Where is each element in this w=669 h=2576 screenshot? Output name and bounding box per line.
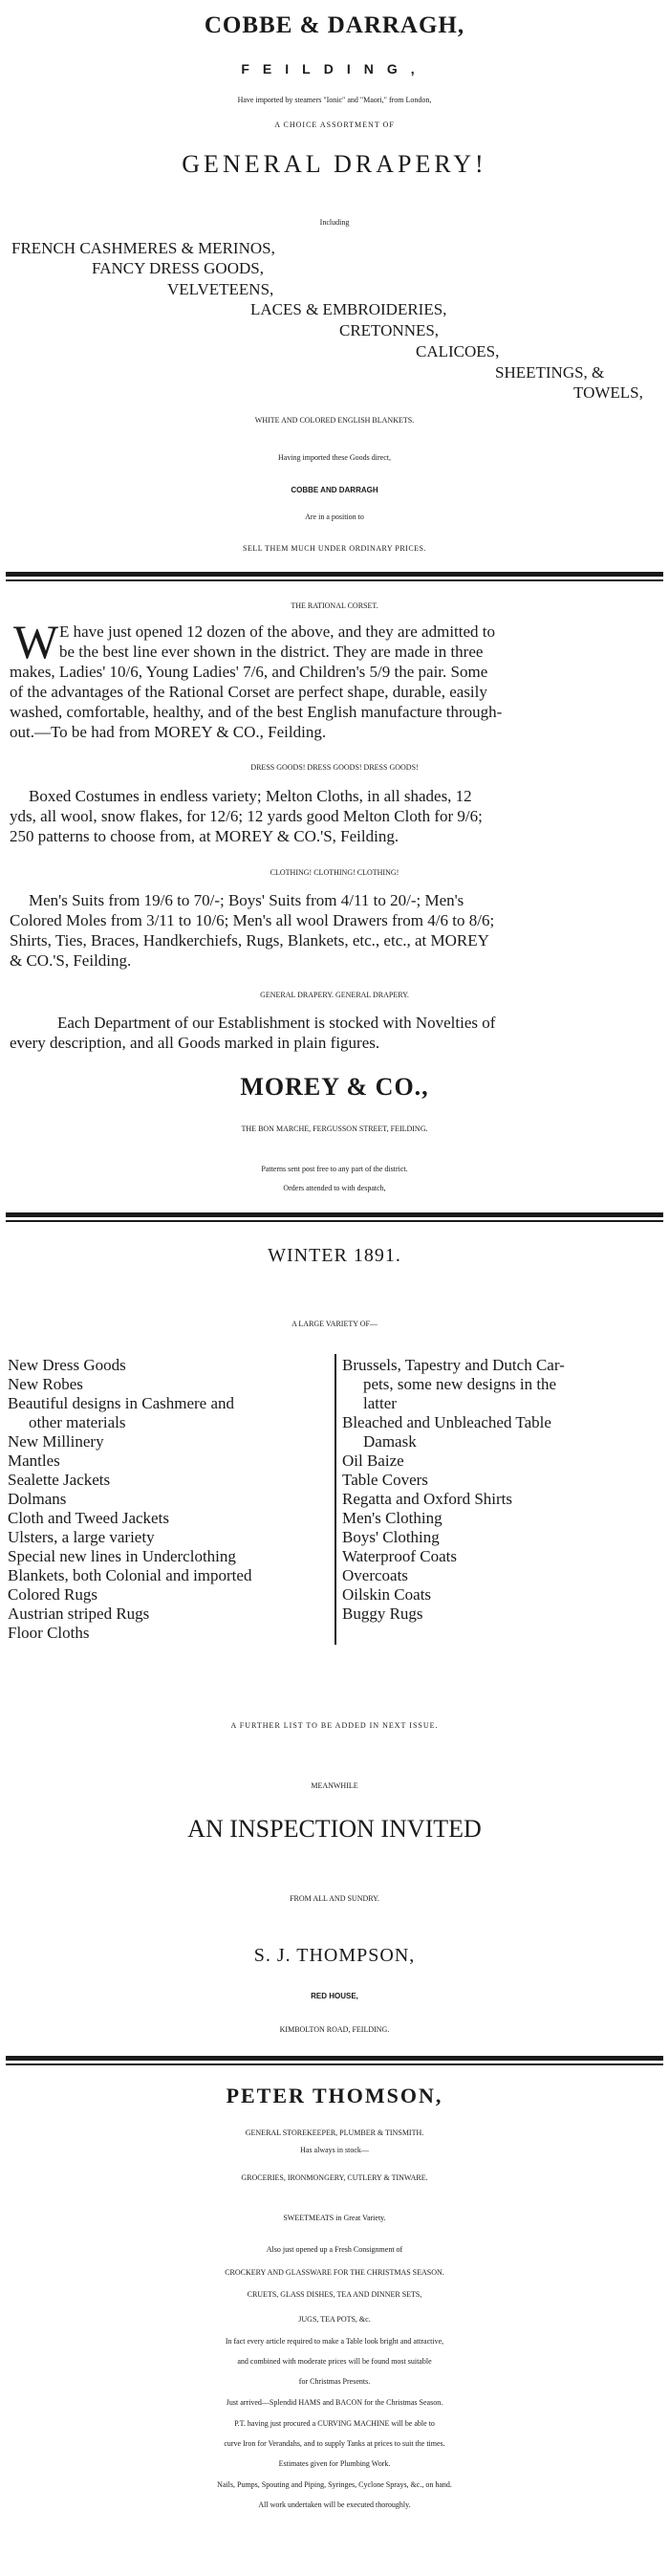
peter-name: PETER THOMSON, (226, 2084, 443, 2107)
cobbe-sell: SELL THEM MUCH UNDER ORDINARY PRICES. (243, 544, 426, 553)
peter-text: and combined with moderate prices will be found most suitable (237, 2357, 432, 2366)
list-item: Overcoats (342, 1566, 408, 1584)
clothing-text: Men's Suits from 19/6 to 70/-; Boys' Suits from 4/11 to 20/-; Men's (29, 891, 464, 909)
further-list: A FURTHER LIST TO BE ADDED IN NEXT ISSUE. (230, 1721, 439, 1730)
thompson-name: S. J. THOMPSON, (253, 1945, 416, 1966)
list-item: New Millinery (8, 1432, 104, 1451)
corset-text: makes, Ladies' 10/6, Young Ladies' 7/6, and Children's 5/9 the pair. Some (10, 663, 488, 681)
divider (6, 2056, 663, 2061)
red-house: RED HOUSE, (311, 1992, 358, 2000)
clothing-text: Colored Moles from 3/11 to 10/6; Men's all wool Drawers from 4/6 to 8/6; (10, 911, 495, 929)
variety-heading: A LARGE VARIETY OF— (291, 1320, 378, 1328)
divider (6, 572, 663, 577)
peter-cruets: CRUETS, GLASS DISHES, TEA AND DINNER SETS, (247, 2290, 422, 2299)
peter-stock: Has always in stock— (300, 2146, 369, 2154)
morey-name: MOREY & CO., (240, 1073, 429, 1101)
cobbe-position: Are in a position to (305, 513, 364, 521)
peter-groceries: GROCERIES, IRONMONGERY, CUTLERY & TINWARE. (241, 2173, 428, 2182)
cobbe-name-2: COBBE AND DARRAGH (291, 486, 378, 494)
list-item: Oilskin Coats (342, 1585, 432, 1604)
list-item: Sealette Jackets (8, 1471, 111, 1489)
cobbe-choice: A CHOICE ASSORTMENT OF (274, 120, 395, 129)
cobbe-name: COBBE & DARRAGH, (204, 12, 465, 38)
list-item: latter (363, 1394, 397, 1412)
morey-orders: Orders attended to with despatch, (283, 1184, 386, 1192)
cobbe-item: VELVETEENS, (167, 280, 274, 298)
cobbe-having: Having imported these Goods direct, (278, 453, 391, 462)
clothing-text: Shirts, Ties, Braces, Handkerchiefs, Rugs, Blankets, etc., etc., at MOREY (10, 931, 489, 950)
cobbe-blankets: WHITE AND COLORED ENGLISH BLANKETS. (254, 416, 415, 425)
from-all: FROM ALL AND SUNDRY. (290, 1894, 379, 1903)
list-item: Boys' Clothing (342, 1528, 440, 1546)
list-item: Austrian striped Rugs (8, 1605, 150, 1623)
morey-address: THE BON MARCHE, FERGUSSON STREET, FEILDING. (241, 1124, 428, 1133)
list-item: Men's Clothing (342, 1509, 442, 1527)
list-item: Dolmans (8, 1490, 67, 1508)
list-item: Damask (363, 1432, 417, 1451)
drapery-title: GENERAL DRAPERY. GENERAL DRAPERY. (260, 991, 409, 999)
cobbe-imported: Have imported by steamers "Ionic" and "Maori," from London, (237, 96, 432, 104)
list-item: Mantles (8, 1452, 60, 1470)
cobbe-general: GENERAL DRAPERY! (182, 150, 487, 178)
cobbe-item: CRETONNES, (339, 321, 440, 339)
list-item: Cloth and Tweed Jackets (8, 1509, 169, 1527)
winter-title: WINTER 1891. (268, 1245, 401, 1266)
meanwhile: MEANWHILE (311, 1781, 358, 1790)
peter-text: for Christmas Presents. (298, 2377, 371, 2386)
cobbe-item: LACES & EMBROIDERIES, (250, 300, 447, 318)
corset-title: THE RATIONAL CORSET. (291, 601, 378, 610)
divider (6, 1220, 663, 1222)
list-item: New Dress Goods (8, 1356, 126, 1374)
cobbe-item: TOWELS, (573, 383, 643, 402)
list-item: pets, some new designs in the (363, 1375, 557, 1393)
inspection-invited: AN INSPECTION INVITED (187, 1815, 482, 1843)
cobbe-item: FRENCH CASHMERES & MERINOS, (11, 239, 275, 257)
peter-text: In fact every article required to make a Table look bright and attractive, (225, 2337, 444, 2346)
corset-text: of the advantages of the Rational Corset are perfect shape, durable, easily (10, 683, 487, 701)
column-divider (334, 1354, 336, 1645)
cobbe-item: SHEETINGS, & (495, 363, 605, 382)
list-item: Oil Baize (342, 1452, 404, 1470)
divider (6, 1212, 663, 1217)
clothing-title: CLOTHING! CLOTHING! CLOTHING! (270, 868, 399, 877)
dress-text: 250 patterns to choose from, at MOREY & CO.'S, Feilding. (10, 827, 399, 845)
list-item: Waterproof Coats (342, 1547, 457, 1565)
list-item: Blankets, both Colonial and imported (8, 1566, 252, 1584)
dress-title: DRESS GOODS! DRESS GOODS! DRESS GOODS! (250, 763, 419, 772)
list-item: Bleached and Unbleached Table (342, 1413, 551, 1431)
thompson-address: KIMBOLTON ROAD, FEILDING. (279, 2025, 390, 2034)
peter-also: Also just opened up a Fresh Consignment of (266, 2245, 403, 2254)
divider (6, 579, 663, 581)
corset-text: E have just opened 12 dozen of the above, and they are admitted to (59, 622, 496, 641)
right-list (342, 1356, 565, 1624)
cobbe-including: Including (319, 218, 350, 227)
peter-text: Estimates given for Plumbing Work. (278, 2459, 391, 2468)
divider (6, 2063, 663, 2065)
cobbe-town: FEILDING, (241, 61, 428, 76)
corset-text: washed, comfortable, healthy, and of the best English manufacture through- (10, 703, 503, 721)
list-item: Beautiful designs in Cashmere and (8, 1394, 235, 1412)
peter-jugs: JUGS, TEA POTS, &c. (298, 2315, 371, 2324)
corset-text: out.—To be had from MOREY & CO., Feilding. (10, 723, 327, 741)
peter-text: curve Iron for Verandahs, and to supply Tanks at prices to suit the times. (224, 2439, 445, 2448)
list-item: Ulsters, a large variety (8, 1528, 155, 1546)
cobbe-item: FANCY DRESS GOODS, (92, 259, 264, 277)
peter-text: All work undertaken will be executed thoroughly. (258, 2500, 411, 2509)
dress-text: yds, all wool, snow flakes, for 12/6; 12 yards good Melton Cloth for 9/6; (10, 807, 483, 825)
peter-text: Just arrived—Splendid HAMS and BACON for the Christmas Season. (226, 2398, 443, 2407)
list-item: Buggy Rugs (342, 1605, 423, 1623)
list-item: Colored Rugs (8, 1585, 97, 1604)
peter-text: P.T. having just procured a CURVING MACHINE will be able to (234, 2419, 435, 2428)
morey-patterns: Patterns sent post free to any part of the district. (261, 1165, 408, 1173)
left-list (8, 1356, 251, 1643)
corset-text: be the best line ever shown in the district. They are made in three (59, 643, 484, 661)
list-item: Brussels, Tapestry and Dutch Car- (342, 1356, 565, 1374)
peter-crockery: CROCKERY AND GLASSWARE FOR THE CHRISTMAS SEASON. (225, 2268, 444, 2277)
list-item: Regatta and Oxford Shirts (342, 1490, 512, 1508)
peter-sweetmeats: SWEETMEATS in Great Variety. (283, 2214, 386, 2222)
corset-drop-cap: W (13, 615, 59, 668)
list-item: Special new lines in Underclothing (8, 1547, 236, 1565)
drapery-text: Each Department of our Establishment is stocked with Novelties of (57, 1014, 496, 1032)
peter-trade: GENERAL STOREKEEPER, PLUMBER & TINSMITH. (245, 2128, 424, 2137)
list-item: New Robes (8, 1375, 83, 1393)
dress-text: Boxed Costumes in endless variety; Melton Cloths, in all shades, 12 (29, 787, 472, 805)
peter-text: Nails, Pumps, Spouting and Piping, Syringes, Cyclone Sprays, &c., on hand. (217, 2480, 452, 2489)
list-item: Floor Cloths (8, 1624, 90, 1642)
list-item: Table Covers (342, 1471, 428, 1489)
clothing-text: & CO.'S, Feilding. (10, 951, 132, 970)
cobbe-item: CALICOES, (416, 342, 500, 360)
drapery-text: every description, and all Goods marked in plain figures. (10, 1034, 380, 1052)
list-item: other materials (29, 1413, 126, 1431)
